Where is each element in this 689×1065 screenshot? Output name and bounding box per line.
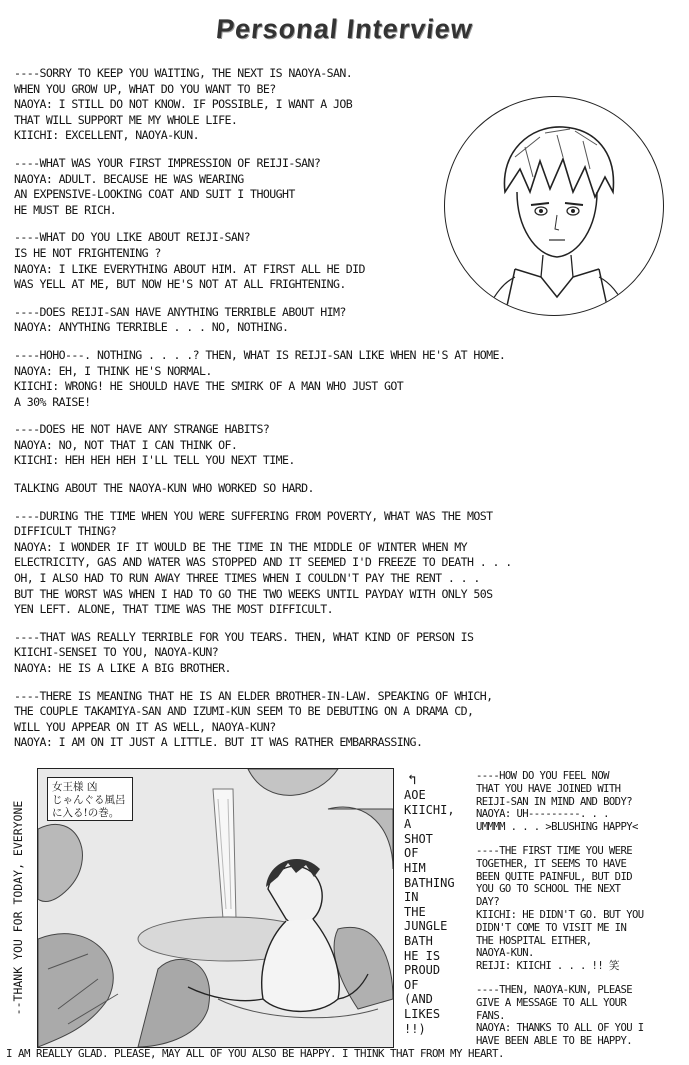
side-caption-line: PROUD — [404, 963, 441, 978]
text-line: NAOYA: I LIKE EVERYTHING ABOUT HIM. AT FIRST ALL HE DID — [14, 261, 365, 276]
text-line: THAT YOU HAVE JOINED WITH — [476, 782, 621, 795]
side-caption-line: OF — [404, 846, 419, 861]
caption-line: に入る!の巻。 — [52, 807, 120, 819]
text-line: ----HOW DO YOU FEEL NOW — [476, 770, 609, 782]
side-caption-line: LIKES — [404, 1006, 441, 1021]
text-line: WHEN YOU GROW UP, WHAT DO YOU WANT TO BE? — [14, 81, 276, 96]
jungle-bath-illustration — [37, 768, 394, 1048]
text-line: UMMMM . . . >BLUSHING HAPPY< — [476, 821, 638, 834]
text-line: TOGETHER, IT SEEMS TO HAVE — [476, 857, 627, 870]
side-caption-line: THE — [404, 904, 426, 919]
side-caption-line: SHOT — [404, 831, 433, 846]
side-caption-line: BATHING — [404, 875, 455, 890]
text-line: FANS. — [476, 1009, 505, 1022]
pointer-arrow-icon: ↰ — [408, 772, 417, 788]
side-caption-line: AOE — [404, 788, 426, 802]
right-interview-paragraph — [476, 845, 686, 973]
text-line: REIJI: KIICHI . . . !! 笑 — [476, 960, 619, 973]
side-caption-line: A — [404, 817, 412, 832]
text-line: TALKING ABOUT THE NAOYA-KUN WHO WORKED SO HARD. — [14, 481, 314, 496]
text-line: NAOYA: HE IS A LIKE A BIG BROTHER. — [14, 661, 231, 675]
interview-paragraph — [14, 630, 684, 677]
text-line: NAOYA: I AM ON IT JUST A LITTLE. BUT IT WAS RATHER EMBARRASSING. — [14, 735, 423, 750]
text-line: THE COUPLE TAKAMIYA-SAN AND IZUMI-KUN SEEM TO BE DEBUTING ON A DRAMA CD, — [14, 704, 474, 719]
interview-paragraph — [14, 481, 684, 497]
text-line: REIJI-SAN IN MIND AND BODY? — [476, 795, 633, 808]
text-line: NAOYA: EH, I THINK HE'S NORMAL. — [14, 363, 212, 378]
text-line: NAOYA: NO, NOT THAT I CAN THINK OF. — [14, 437, 238, 452]
side-caption — [404, 788, 470, 1036]
text-line: KIICHI-SENSEI TO YOU, NAOYA-KUN? — [14, 645, 219, 660]
text-line: ----DOES REIJI-SAN HAVE ANYTHING TERRIBLE ABOUT HIM? — [14, 304, 346, 319]
side-caption-line: HIM — [404, 860, 426, 875]
side-caption-line: KIICHI, — [404, 802, 455, 817]
text-line: NAOYA: UH---------. . . — [476, 808, 609, 821]
text-line: ----HOHO---. NOTHING . . . .? THEN, WHAT IS REIJI-SAN LIKE WHEN HE'S AT HOME. — [14, 347, 506, 362]
page-title: Personal Interview — [214, 14, 475, 44]
thank-you-vertical-text: --THANK YOU FOR TODAY, EVERYONE — [11, 800, 25, 1016]
text-line: GIVE A MESSAGE TO ALL YOUR — [476, 996, 627, 1009]
side-caption-line: (AND — [404, 992, 433, 1007]
text-line: ----THEN, NAOYA-KUN, PLEASE — [476, 983, 633, 996]
text-line: KIICHI: EXCELLENT, NAOYA-KUN. — [14, 128, 200, 143]
text-line: ----SORRY TO KEEP YOU WAITING, THE NEXT IS NAOYA-SAN. — [14, 66, 353, 80]
footer-text: I AM REALLY GLAD. PLEASE, MAY ALL OF YOU ALSO BE HAPPY. I THINK THAT FROM MY HEART. — [6, 1047, 505, 1060]
text-line: HE MUST BE RICH. — [14, 202, 117, 217]
text-line: NAOYA: I STILL DO NOT KNOW. IF POSSIBLE, I WANT A JOB — [14, 97, 353, 112]
naoya-portrait — [444, 96, 664, 316]
interview-right-column — [476, 770, 686, 1059]
side-caption-line: JUNGLE — [404, 919, 448, 934]
caption-line: 女王様 凶 — [52, 781, 98, 793]
text-line: DIDN'T COME TO VISIT ME IN — [476, 921, 627, 934]
text-line: THE HOSPITAL EITHER, — [476, 934, 592, 947]
text-line: NAOYA-KUN. — [476, 947, 534, 960]
interview-paragraph — [14, 348, 684, 410]
text-line: WILL YOU APPEAR ON IT AS WELL, NAOYA-KUN? — [14, 719, 276, 734]
interview-paragraph — [14, 422, 684, 469]
text-line: BEEN QUITE PAINFUL, BUT DID — [476, 870, 633, 883]
text-line: BUT THE WORST WAS WHEN I HAD TO GO THE TWO WEEKS UNTIL PAYDAY WITH ONLY 50S — [14, 586, 493, 601]
text-line: HAVE BEEN ABLE TO BE HAPPY. — [476, 1035, 633, 1048]
text-line: NAOYA: ADULT. BECAUSE HE WAS WEARING — [14, 171, 244, 186]
right-interview-paragraph — [476, 984, 686, 1048]
text-line: YEN LEFT. ALONE, THAT TIME WAS THE MOST DIFFICULT. — [14, 602, 334, 617]
text-line: ELECTRICITY, GAS AND WATER WAS STOPPED AND IT SEEMED I'D FREEZE TO DEATH . . . — [14, 555, 512, 570]
side-caption-line: IN — [404, 890, 419, 905]
text-line: NAOYA: ANYTHING TERRIBLE . . . NO, NOTHING. — [14, 320, 289, 335]
interview-paragraph — [14, 509, 684, 618]
side-caption-line: OF — [404, 977, 419, 992]
text-line: DAY? — [476, 896, 500, 909]
text-line: KIICHI: HE DIDN'T GO. BUT YOU — [476, 908, 644, 921]
text-line: WAS YELL AT ME, BUT NOW HE'S NOT AT ALL FRIGHTENING. — [14, 277, 346, 292]
text-line: IS HE NOT FRIGHTENING ? — [14, 245, 161, 260]
text-line: A 30% RAISE! — [14, 394, 91, 409]
caption-line: じゃんぐる風呂 — [52, 794, 126, 806]
side-caption-line: BATH — [404, 933, 433, 948]
text-line: ----THERE IS MEANING THAT HE IS AN ELDER BROTHER-IN-LAW. SPEAKING OF WHICH, — [14, 688, 493, 703]
text-line: DIFFICULT THING? — [14, 524, 117, 539]
right-interview-paragraph — [476, 770, 686, 834]
text-line: ----WHAT WAS YOUR FIRST IMPRESSION OF REIJI-SAN? — [14, 155, 321, 170]
text-line: KIICHI: HEH HEH HEH I'LL TELL YOU NEXT TIME. — [14, 453, 295, 468]
text-line: ----DOES HE NOT HAVE ANY STRANGE HABITS? — [14, 422, 270, 437]
text-line: ----WHAT DO YOU LIKE ABOUT REIJI-SAN? — [14, 230, 251, 245]
text-line: ----DURING THE TIME WHEN YOU WERE SUFFERING FROM POVERTY, WHAT WAS THE MOST — [14, 508, 493, 523]
text-line: NAOYA: I WONDER IF IT WOULD BE THE TIME IN THE MIDDLE OF WINTER WHEN MY — [14, 539, 467, 554]
side-caption-line: HE IS — [404, 948, 441, 963]
text-line: OH, I ALSO HAD TO RUN AWAY THREE TIMES WHEN I COULDN'T PAY THE RENT . . . — [14, 571, 480, 586]
interview-paragraph — [14, 689, 684, 751]
side-caption-line: !!) — [404, 1021, 426, 1036]
illustration-caption-box — [47, 777, 133, 821]
text-line: ----THAT WAS REALLY TERRIBLE FOR YOU TEARS. THEN, WHAT KIND OF PERSON IS — [14, 629, 474, 644]
text-line: NAOYA: THANKS TO ALL OF YOU I — [476, 1022, 644, 1035]
text-line: YOU GO TO SCHOOL THE NEXT — [476, 883, 621, 896]
text-line: KIICHI: WRONG! HE SHOULD HAVE THE SMIRK OF A MAN WHO JUST GOT — [14, 379, 404, 394]
text-line: AN EXPENSIVE-LOOKING COAT AND SUIT I THOUGHT — [14, 187, 295, 202]
text-line: ----THE FIRST TIME YOU WERE — [476, 844, 633, 857]
text-line: THAT WILL SUPPORT ME MY WHOLE LIFE. — [14, 112, 238, 127]
